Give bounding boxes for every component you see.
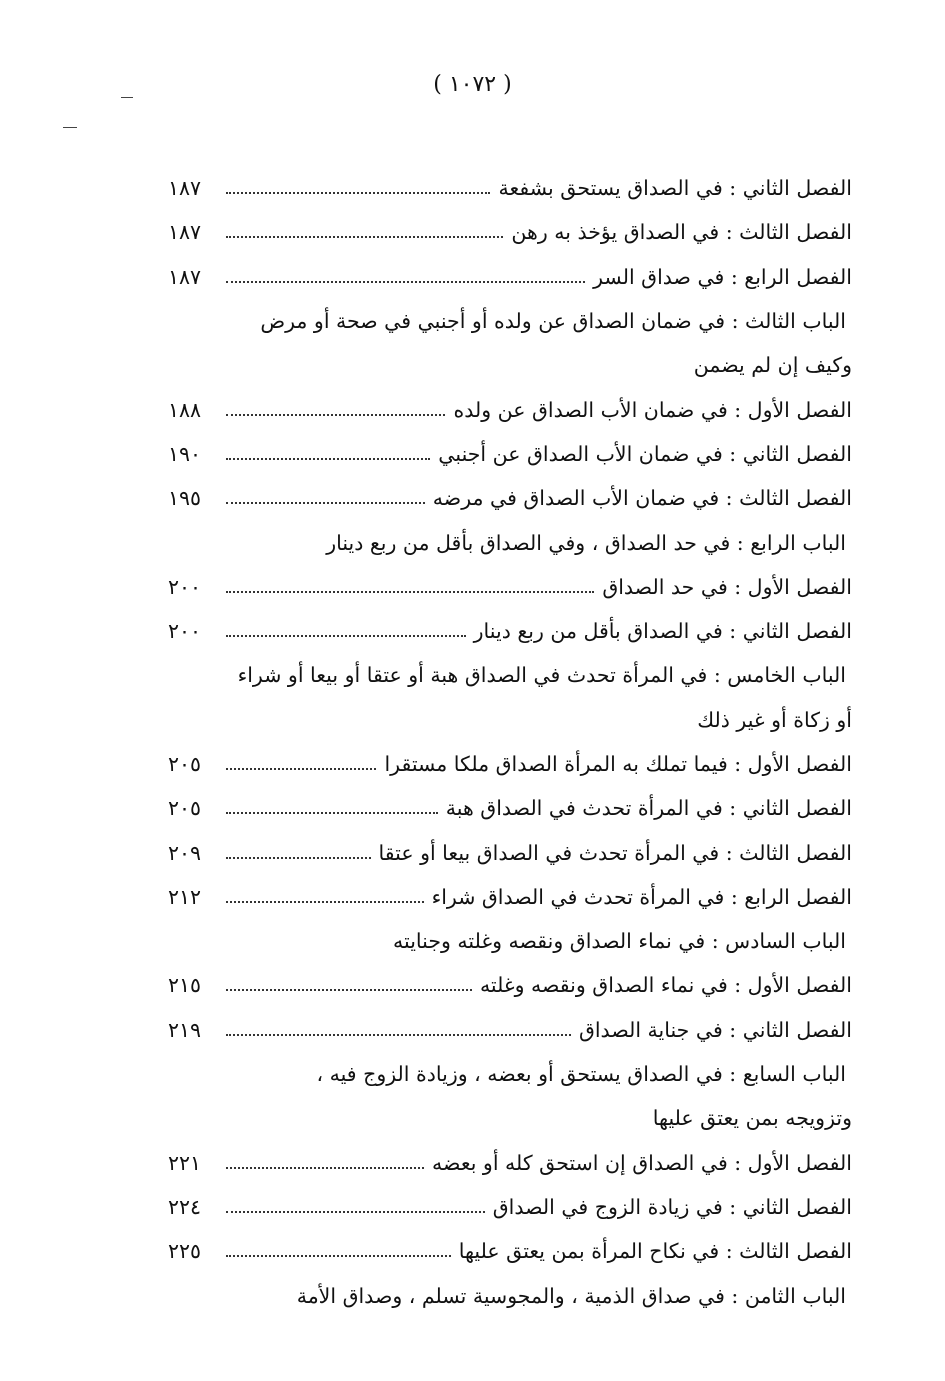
toc-entry xyxy=(168,1185,852,1229)
dot-leader xyxy=(226,1211,485,1213)
entry-page-number: ٢٢١ xyxy=(168,1150,202,1175)
entry-title: الفصل الثالث : في ضمان الأب الصداق في مرضه xyxy=(432,486,852,511)
toc-entry xyxy=(168,166,852,210)
chapter-title: الباب الرابع : في حد الصداق ، وفي الصداق بأقل من ربع دينار xyxy=(326,530,846,555)
entry-title: الفصل الثاني : في المرأة تحدث في الصداق هبة xyxy=(445,796,852,821)
toc-entry xyxy=(168,875,852,919)
dot-leader xyxy=(226,502,425,504)
chapter-heading-continuation xyxy=(168,1096,852,1140)
entry-page-number: ٢٢٥ xyxy=(168,1239,202,1264)
entry-page-number: ١٩٠ xyxy=(168,441,202,466)
toc-entry xyxy=(168,1008,852,1052)
dot-leader xyxy=(226,857,371,859)
dot-leader xyxy=(226,1034,571,1036)
chapter-heading xyxy=(168,653,852,697)
entry-page-number: ١٨٧ xyxy=(168,264,202,289)
dot-leader xyxy=(226,812,438,814)
margin-mark xyxy=(121,97,133,98)
toc-entry xyxy=(168,255,852,299)
chapter-heading xyxy=(168,1052,852,1096)
entry-title: الفصل الأول : في نماء الصداق ونقصه وغلته xyxy=(479,973,852,998)
toc-entry xyxy=(168,387,852,431)
entry-page-number: ٢١٩ xyxy=(168,1017,202,1042)
entry-title: الفصل الأول : في ضمان الأب الصداق عن ولده xyxy=(453,397,852,422)
dot-leader xyxy=(226,281,585,283)
entry-page-number: ٢٠٩ xyxy=(168,840,202,865)
table-of-contents xyxy=(168,166,852,1318)
entry-title: الفصل الرابع : في المرأة تحدث في الصداق شراء xyxy=(431,884,852,909)
dot-leader xyxy=(226,768,376,770)
entry-title: الفصل الأول : فيما تملك به المرأة الصداق ملكا مستقرا xyxy=(384,752,852,776)
chapter-heading-continuation xyxy=(168,343,852,387)
entry-title: الفصل الثاني : في جناية الصداق xyxy=(578,1017,852,1042)
entry-page-number: ١٩٥ xyxy=(168,486,202,511)
dot-leader xyxy=(226,635,466,637)
toc-entry xyxy=(168,432,852,476)
dot-leader xyxy=(226,458,430,460)
dot-leader xyxy=(226,1167,424,1169)
entry-title: الفصل الأول : في حد الصداق xyxy=(602,574,852,599)
dot-leader xyxy=(226,989,472,991)
entry-page-number: ٢١٢ xyxy=(168,884,202,909)
chapter-title: الباب الخامس : في المرأة تحدث في الصداق هبة أو عتقا أو بيعا أو شراء xyxy=(237,663,846,688)
entry-page-number: ١٨٨ xyxy=(168,397,202,422)
page-number: ( ١٠٧٢ ) xyxy=(433,72,512,97)
chapter-title: الباب السادس : في نماء الصداق ونقصه وغلته وجنايته xyxy=(393,929,846,954)
entry-page-number: ١٨٧ xyxy=(168,176,202,201)
entry-title: الفصل الثالث : في الصداق يؤخذ به رهن xyxy=(511,220,852,245)
chapter-heading xyxy=(168,299,852,343)
dot-leader xyxy=(226,192,490,194)
entry-title: الفصل الثاني : في زيادة الزوج في الصداق xyxy=(492,1194,852,1219)
entry-page-number: ١٨٧ xyxy=(168,220,202,245)
entry-page-number: ٢٠٥ xyxy=(168,796,202,821)
toc-entry xyxy=(168,1229,852,1273)
entry-page-number: ٢٠٠ xyxy=(168,574,202,599)
toc-entry xyxy=(168,609,852,653)
entry-page-number: ٢٢٤ xyxy=(168,1194,202,1219)
chapter-title-continuation: أو زكاة أو غير ذلك xyxy=(697,707,852,732)
margin-mark xyxy=(63,127,77,128)
chapter-title: الباب السابع : في الصداق يستحق أو بعضه ، وزيادة الزوج فيه ، xyxy=(316,1062,846,1087)
toc-entry xyxy=(168,1141,852,1185)
dot-leader xyxy=(226,414,445,416)
toc-entry xyxy=(168,565,852,609)
dot-leader xyxy=(226,236,503,238)
chapter-heading xyxy=(168,919,852,963)
entry-page-number: ٢٠٥ xyxy=(168,752,202,776)
chapter-heading-continuation xyxy=(168,698,852,742)
entry-page-number: ٢١٥ xyxy=(168,973,202,998)
chapter-heading xyxy=(168,520,852,564)
dot-leader xyxy=(226,591,594,593)
chapter-title-continuation: وتزويجه بمن يعتق عليها xyxy=(652,1106,852,1131)
entry-title: الفصل الثاني : في الصداق بأقل من ربع دينار xyxy=(473,619,852,644)
entry-page-number: ٢٠٠ xyxy=(168,619,202,644)
toc-entry xyxy=(168,786,852,830)
dot-leader xyxy=(226,1255,451,1257)
entry-title: الفصل الثاني : في ضمان الأب الصداق عن أجنبي xyxy=(438,441,852,466)
entry-title: الفصل الرابع : في صداق السر xyxy=(593,264,852,289)
entry-title: الفصل الأول : في الصداق إن استحق كله أو بعضه xyxy=(432,1150,852,1175)
toc-entry xyxy=(168,963,852,1007)
toc-entry xyxy=(168,476,852,520)
entry-title: الفصل الثالث : في نكاح المرأة بمن يعتق عليها xyxy=(458,1239,852,1264)
toc-entry xyxy=(168,830,852,874)
chapter-title: الباب الثامن : في صداق الذمية ، والمجوسية تسلم ، وصداق الأمة xyxy=(296,1283,846,1308)
chapter-heading xyxy=(168,1273,852,1317)
toc-entry xyxy=(168,742,852,786)
entry-title: الفصل الثالث : في المرأة تحدث في الصداق بيعا أو عتقا xyxy=(378,840,852,865)
dot-leader xyxy=(226,901,424,903)
toc-entry xyxy=(168,210,852,254)
entry-title: الفصل الثاني : في الصداق يستحق بشفعة xyxy=(498,176,852,201)
chapter-title-continuation: وكيف إن لم يضمن xyxy=(693,353,852,378)
chapter-title: الباب الثالث : في ضمان الصداق عن ولده أو أجنبي في صحة أو مرض xyxy=(260,309,846,334)
